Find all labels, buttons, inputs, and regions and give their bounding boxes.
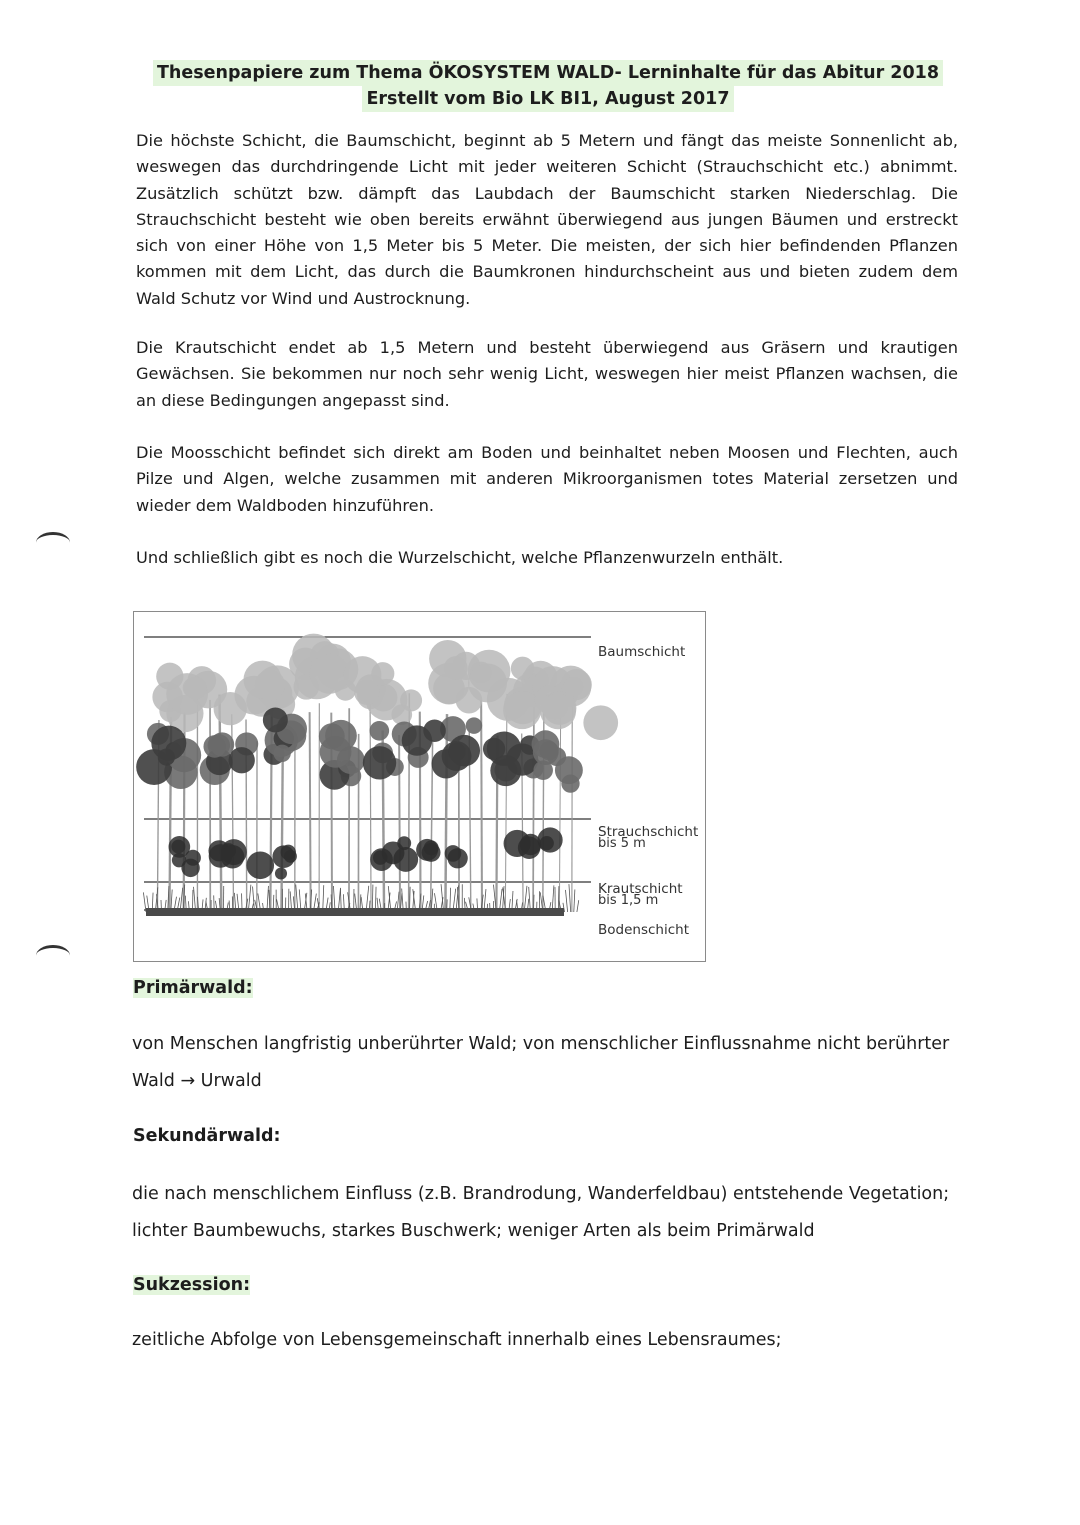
paragraph-moss-layer: Die Moosschicht befindet sich direkt am Boden und beinhaltet neben Moosen und Flechten, auch Pilze und Algen, welche zusammen mit anderen Mikroorganismen totes Material zersetzen und wieder dem Waldboden hinzuführen. <box>136 443 958 515</box>
tree-crown <box>466 717 482 733</box>
tree-crown <box>449 735 480 766</box>
tree-trunk <box>505 694 507 912</box>
punch-hole-mark <box>36 532 70 553</box>
tree-crown <box>423 719 446 742</box>
tree-crown <box>337 746 365 774</box>
definition-heading-sukzession <box>133 1273 258 1297</box>
tree-crown <box>363 746 396 779</box>
shrub <box>518 836 541 859</box>
forest-layers-figure <box>133 611 706 962</box>
layer-label-krautschicht <box>598 883 683 907</box>
grass-blade <box>248 885 251 912</box>
tree-crown <box>273 745 290 762</box>
grass-blade <box>143 892 146 912</box>
shrub <box>246 851 274 879</box>
tree-crown <box>511 657 534 680</box>
shrub <box>370 848 393 871</box>
tree-crown <box>214 692 247 725</box>
shrub <box>537 827 562 852</box>
grass-blade <box>574 889 575 912</box>
tree-trunk <box>559 699 560 912</box>
tree-crown <box>532 730 560 758</box>
layer-name: Strauchschicht <box>598 824 699 840</box>
tree-crown <box>369 721 389 741</box>
shrub <box>424 840 439 855</box>
document-title <box>130 60 966 112</box>
tree-trunk <box>310 712 311 912</box>
tree-trunk <box>445 714 447 912</box>
layer-name: Bodenschicht <box>598 922 689 938</box>
paragraph-herb-layer: Die Krautschicht endet ab 1,5 Metern und besteht überwiegend aus Gräsern und krautigen Gewächsen. Sie bekommen nur noch sehr wenig Licht, weswegen hier meist Pflanzen wachsen, die an diese Bedingungen angepasst sind. <box>136 338 958 410</box>
tree-crown <box>151 726 186 761</box>
definition-term: Primärwald: <box>133 978 253 998</box>
layer-label-bodenschicht <box>598 924 689 936</box>
grass-blade <box>577 900 579 912</box>
tree-trunk <box>220 695 222 912</box>
grass-blade <box>296 885 298 912</box>
definition-term: Sekundärwald: <box>133 1126 281 1146</box>
shrub <box>445 845 462 862</box>
layer-label-baumschicht <box>598 646 685 658</box>
tree-crown <box>229 747 255 773</box>
grass-blade <box>566 890 568 912</box>
tree-crown <box>564 677 584 697</box>
tree-trunk <box>481 700 482 912</box>
paragraph-tree-shrub-layer: Die höchste Schicht, die Baumschicht, beginnt ab 5 Metern und fängt das meiste Sonnenlicht ab, weswegen das durchdringende Licht mit jeder weiteren Schicht (Strauchschicht etc.) abnimmt. Zusätzlich schützt bzw. dämpft das Laubdach der Baumschicht starken Niederschlag. Die Strauchschicht besteht wie oben bereits erwähnt überwiegend aus jungen Bäumen und erstreckt sich von einer Höhe von 1,5 Meter bis 5 Meter. Die meisten, der sich hier befindenden Pflanzen kommen mit dem Licht, das durch die Baumkronen hindurchscheint aus und bieten zudem dem Wald Schutz vor Wind und Austrocknung. <box>136 131 958 308</box>
tree-crown <box>184 677 207 700</box>
shrub <box>185 850 201 866</box>
definition-text-primaerwald: von Menschen langfristig unberührter Wald; von menschlicher Einflussnahme nicht berührter Wald → Urwald <box>132 1034 950 1091</box>
title-line-1: Thesenpapiere zum Thema ÖKOSYSTEM WALD- Lerninhalte für das Abitur 2018 <box>153 60 943 86</box>
tree-crown <box>490 755 521 786</box>
tree-crown <box>263 707 288 732</box>
definition-text-sekundaerwald: die nach menschlichem Einfluss (z.B. Brandrodung, Wanderfeldbau) entstehende Vegetation; lichter Baumbewuchs, starkes Buschwerk; weniger Arten als beim Primärwald <box>132 1184 950 1241</box>
shrub <box>171 840 185 854</box>
tree-crown <box>254 670 285 701</box>
definition-heading-primaerwald <box>133 976 261 1000</box>
definition-text-sukzession: zeitliche Abfolge von Lebensgemeinschaft innerhalb eines Lebensraumes; <box>132 1330 782 1350</box>
tree-crown <box>210 732 234 756</box>
tree-crown <box>561 774 579 792</box>
tree-crown <box>371 662 394 685</box>
tree-crown <box>540 693 576 729</box>
definition-term: Sukzession: <box>133 1275 251 1295</box>
layer-name: Baumschicht <box>598 644 686 660</box>
title-line-2: Erstellt vom Bio LK BI1, August 2017 <box>362 86 733 112</box>
punch-hole-mark <box>36 945 70 966</box>
definition-heading-sekundaerwald <box>133 1124 289 1148</box>
tree-crown <box>444 656 468 680</box>
ground-strip <box>146 908 564 916</box>
layer-name: Krautschicht <box>598 881 683 897</box>
grass-blade <box>569 884 571 912</box>
grass-blade <box>323 885 324 912</box>
tree-trunk <box>533 695 534 912</box>
shrub <box>281 845 296 860</box>
forest-layers-illustration <box>134 612 705 961</box>
layer-height: bis 5 m <box>598 836 646 851</box>
shrub <box>172 853 186 867</box>
tree-crown <box>583 705 618 740</box>
layer-height: bis 1,5 m <box>598 893 659 908</box>
tree-crown <box>533 760 553 780</box>
tree-crown <box>354 680 379 705</box>
paragraph-root-layer: Und schließlich gibt es noch die Wurzelschicht, welche Pflanzenwurzeln enthält. <box>136 548 784 567</box>
shrub <box>209 844 233 868</box>
grass-blade <box>372 885 373 912</box>
layer-label-strauchschicht <box>598 826 698 850</box>
shrub <box>275 867 287 879</box>
tree-crown <box>310 654 350 694</box>
